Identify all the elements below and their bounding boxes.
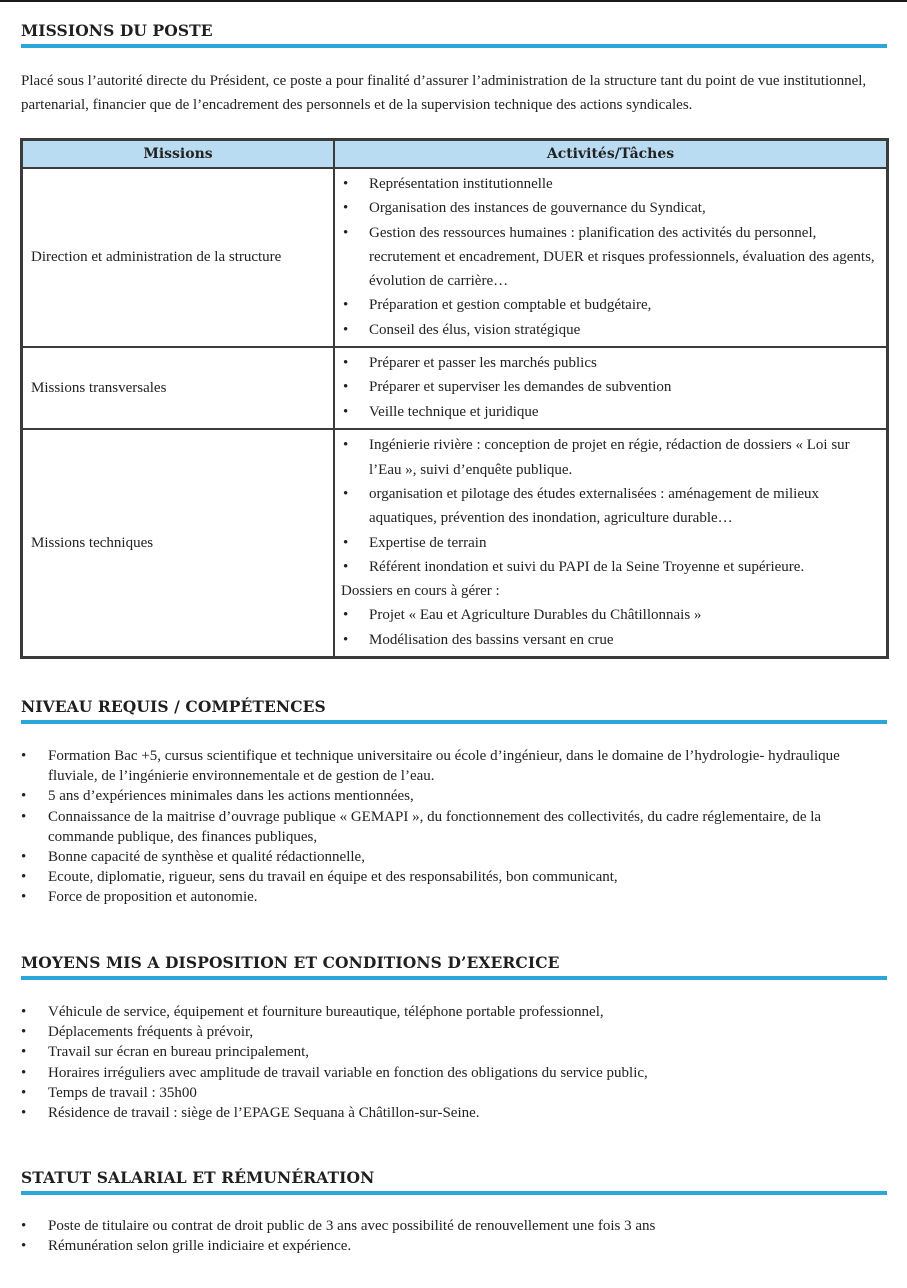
activities-cell <box>334 168 888 347</box>
list-item: • Préparer et passer les marchés publics <box>341 351 880 375</box>
list-item: • Expertise de terrain <box>341 531 880 555</box>
list-item: • Temps de travail : 35h00 <box>21 1083 887 1103</box>
statut-list <box>21 1216 887 1256</box>
table-header-row <box>22 140 888 169</box>
list-item: • Préparer et superviser les demandes de subvention <box>341 375 880 399</box>
section-rule <box>21 976 887 980</box>
list-item: • Connaissance de la maitrise d’ouvrage publique « GEMAPI », du fonctionnement des collectivités, du cadre réglementaire, de la commande publique, des finances publiques, <box>21 807 887 847</box>
list-item: • Ecoute, diplomatie, rigueur, sens du travail en équipe et des responsabilités, bon communicant, <box>21 867 887 887</box>
section-heading-moyens: MOYENS MIS A DISPOSITION ET CONDITIONS D’EXERCICE <box>21 953 560 972</box>
list-item: • Déplacements fréquents à prévoir, <box>21 1022 887 1042</box>
list-item: • Veille technique et juridique <box>341 400 880 424</box>
mission-cell: Missions transversales <box>22 347 335 429</box>
ongoing-files-subheading: Dossiers en cours à gérer : <box>341 583 500 600</box>
section-heading-missions: MISSIONS DU POSTE <box>21 21 213 40</box>
competences-list <box>21 746 887 908</box>
list-item: • Modélisation des bassins versant en crue <box>341 628 880 652</box>
list-item: • Bonne capacité de synthèse et qualité rédactionnelle, <box>21 847 887 867</box>
list-item: • 5 ans d’expériences minimales dans les actions mentionnées, <box>21 786 887 806</box>
list-item: • Organisation des instances de gouvernance du Syndicat, <box>341 196 880 220</box>
section-rule <box>21 720 887 724</box>
column-header-activities: Activités/Tâches <box>334 140 888 169</box>
section-rule <box>21 44 887 48</box>
list-item: • organisation et pilotage des études externalisées : aménagement de milieux aquatiques, prévention des inondation, agriculture durable… <box>341 482 880 531</box>
list-item: • Ingénierie rivière : conception de projet en régie, rédaction de dossiers « Loi sur l’Eau », suivi d’enquête publique. <box>341 433 880 482</box>
list-item: • Gestion des ressources humaines : planification des activités du personnel, recrutement et encadrement, DUER et risques professionnels, évaluation des agents, évolution de carrière… <box>341 221 880 294</box>
list-item: • Force de proposition et autonomie. <box>21 887 887 907</box>
activities-list <box>341 433 880 579</box>
top-border-line <box>0 0 907 2</box>
ongoing-files-list <box>341 603 880 652</box>
list-item: • Résidence de travail : siège de l’EPAGE Sequana à Châtillon-sur-Seine. <box>21 1103 887 1123</box>
list-item: • Poste de titulaire ou contrat de droit public de 3 ans avec possibilité de renouvellement une fois 3 ans <box>21 1216 887 1236</box>
section-rule <box>21 1191 887 1195</box>
activities-list <box>341 172 880 342</box>
mission-cell: Missions techniques <box>22 429 335 658</box>
intro-paragraph: Placé sous l’autorité directe du Président, ce poste a pour finalité d’assurer l’administration de la structure tant du point de vue institutionnel, partenarial, financier que de l’encadrement des personnels et de la supervision technique des actions syndicales. <box>21 73 867 113</box>
missions-table <box>20 138 889 659</box>
table-row <box>22 168 888 347</box>
activities-list <box>341 351 880 424</box>
list-item: • Véhicule de service, équipement et fourniture bureautique, téléphone portable professionnel, <box>21 1002 887 1022</box>
table-row <box>22 347 888 429</box>
list-item: • Conseil des élus, vision stratégique <box>341 318 880 342</box>
table-row <box>22 429 888 658</box>
moyens-list <box>21 1002 887 1123</box>
section-heading-niveau-requis: NIVEAU REQUIS / COMPÉTENCES <box>21 697 326 716</box>
list-item: • Travail sur écran en bureau principalement, <box>21 1042 887 1062</box>
list-item: • Formation Bac +5, cursus scientifique et technique universitaire ou école d’ingénieur, dans le domaine de l’hydrologie- hydraulique fluviale, de l’ingénierie environnementale et de gestion de l’eau. <box>21 746 887 786</box>
activities-cell <box>334 347 888 429</box>
list-item: • Référent inondation et suivi du PAPI de la Seine Troyenne et supérieure. <box>341 555 880 579</box>
activities-cell <box>334 429 888 658</box>
column-header-missions: Missions <box>22 140 335 169</box>
list-item: • Rémunération selon grille indiciaire et expérience. <box>21 1236 887 1256</box>
list-item: • Représentation institutionnelle <box>341 172 880 196</box>
section-heading-statut: STATUT SALARIAL ET RÉMUNÉRATION <box>21 1168 375 1187</box>
list-item: • Projet « Eau et Agriculture Durables du Châtillonnais » <box>341 603 880 627</box>
mission-cell: Direction et administration de la structure <box>22 168 335 347</box>
list-item: • Préparation et gestion comptable et budgétaire, <box>341 293 880 317</box>
list-item: • Horaires irréguliers avec amplitude de travail variable en fonction des obligations du service public, <box>21 1063 887 1083</box>
